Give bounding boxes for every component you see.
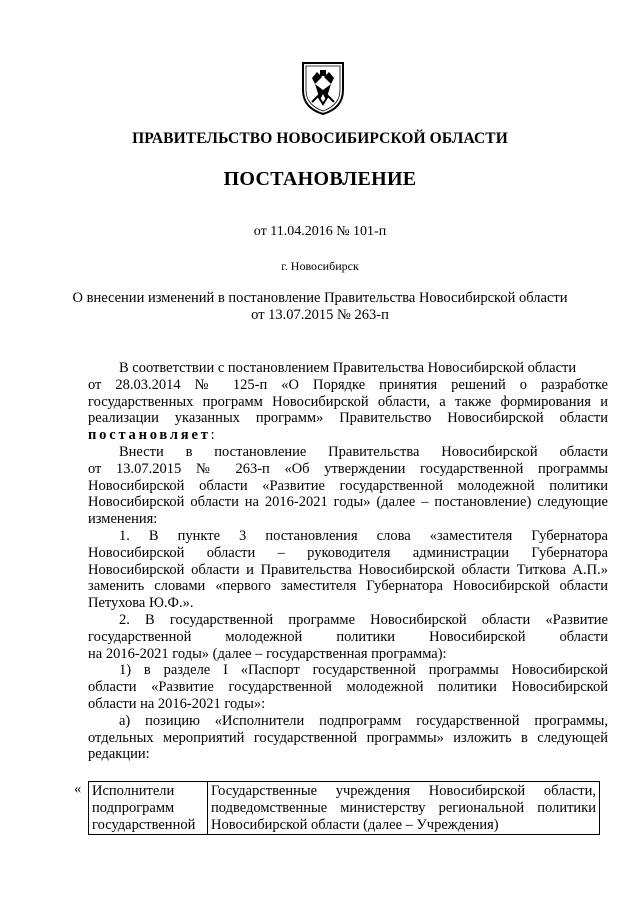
cell-line: Исполнители <box>92 783 175 799</box>
punctuation: : <box>210 427 215 444</box>
table-cell-value <box>208 782 600 835</box>
table <box>88 781 600 835</box>
paragraph <box>88 444 608 528</box>
cell-line: подпрограмм <box>92 799 175 816</box>
table-row <box>89 782 600 835</box>
line: на 2016-2021 годы» (далее – государственная программа): <box>88 645 447 662</box>
table-cell-label <box>89 782 208 835</box>
line: Новосибирской области на 2016-2021 годы» (далее – постановление) следующие <box>88 494 608 511</box>
paragraph <box>88 612 608 662</box>
paragraph <box>88 360 608 444</box>
line: В соответствии с постановлением Правительства Новосибирской области <box>119 360 577 376</box>
line: государственной молодежной политики Новосибирской области <box>88 628 608 645</box>
document-subject <box>0 290 640 324</box>
line <box>88 427 608 444</box>
line: 1) в разделе I «Паспорт государственной программы Новосибирской <box>119 662 608 679</box>
line: Петухова Ю.Ф.». <box>88 595 194 612</box>
open-quote: « <box>74 781 82 797</box>
line: редакции: <box>88 746 150 763</box>
line: Внести в постановление Правительства Новосибирской области <box>119 443 608 460</box>
line: государственных программ Новосибирской области, а также формирования и <box>88 393 608 410</box>
line: 2. В государственной программе Новосибирской области «Развитие <box>119 611 608 628</box>
paragraph <box>88 713 608 763</box>
line: области на 2016-2021 годы»: <box>88 695 266 712</box>
document-type-title: ПОСТАНОВЛЕНИЕ <box>223 168 417 190</box>
line: от 28.03.2014 № 125-п «О Порядке принятия решений о разработке <box>88 376 608 393</box>
line: реализации указанных программ» Правительство Новосибирской области <box>88 410 608 427</box>
city-label: г. Новосибирск <box>281 259 359 273</box>
line: заменить словами «первого заместителя Губернатора Новосибирской области <box>88 578 608 595</box>
subject-line: от 13.07.2015 № 263-п <box>251 307 389 323</box>
line: изменения: <box>88 511 158 528</box>
line: области «Развитие государственной молодежной политики Новосибирской <box>88 679 608 696</box>
coat-of-arms-icon <box>300 60 346 116</box>
line: Новосибирской области и Правительства Новосибирской области Титкова А.П.» <box>88 561 608 578</box>
organization-title: ПРАВИТЕЛЬСТВО НОВОСИБИРСКОЙ ОБЛАСТИ <box>132 130 508 147</box>
program-table <box>74 781 600 835</box>
document-body <box>88 360 608 763</box>
cell-line: Государственные учреждения Новосибирской области, <box>211 783 596 799</box>
emphasis-word: постановляет <box>88 427 211 444</box>
date-number: от 11.04.2016 № 101-п <box>253 224 387 239</box>
line: отдельных мероприятий государственной программы» изложить в следующей <box>88 729 608 746</box>
line: 1. В пункте 3 постановления слова «заместителя Губернатора <box>119 527 608 544</box>
line: Новосибирской области «Развитие государственной молодежной политики <box>88 477 608 494</box>
line: от 13.07.2015 № 263-п «Об утверждении государственной программы <box>88 460 608 477</box>
line: а) позицию «Исполнители подпрограмм государственной программы, <box>119 712 608 729</box>
cell-line: Новосибирской области (далее – Учреждения) <box>211 816 499 833</box>
paragraph <box>88 528 608 612</box>
cell-line: подведомственные министерству региональной политики <box>211 799 596 816</box>
line: Новосибирской области – руководителя администрации Губернатора <box>88 544 608 561</box>
paragraph <box>88 662 608 712</box>
cell-line: государственной <box>92 816 196 833</box>
subject-line: О внесении изменений в постановление Правительства Новосибирской области <box>72 290 568 306</box>
